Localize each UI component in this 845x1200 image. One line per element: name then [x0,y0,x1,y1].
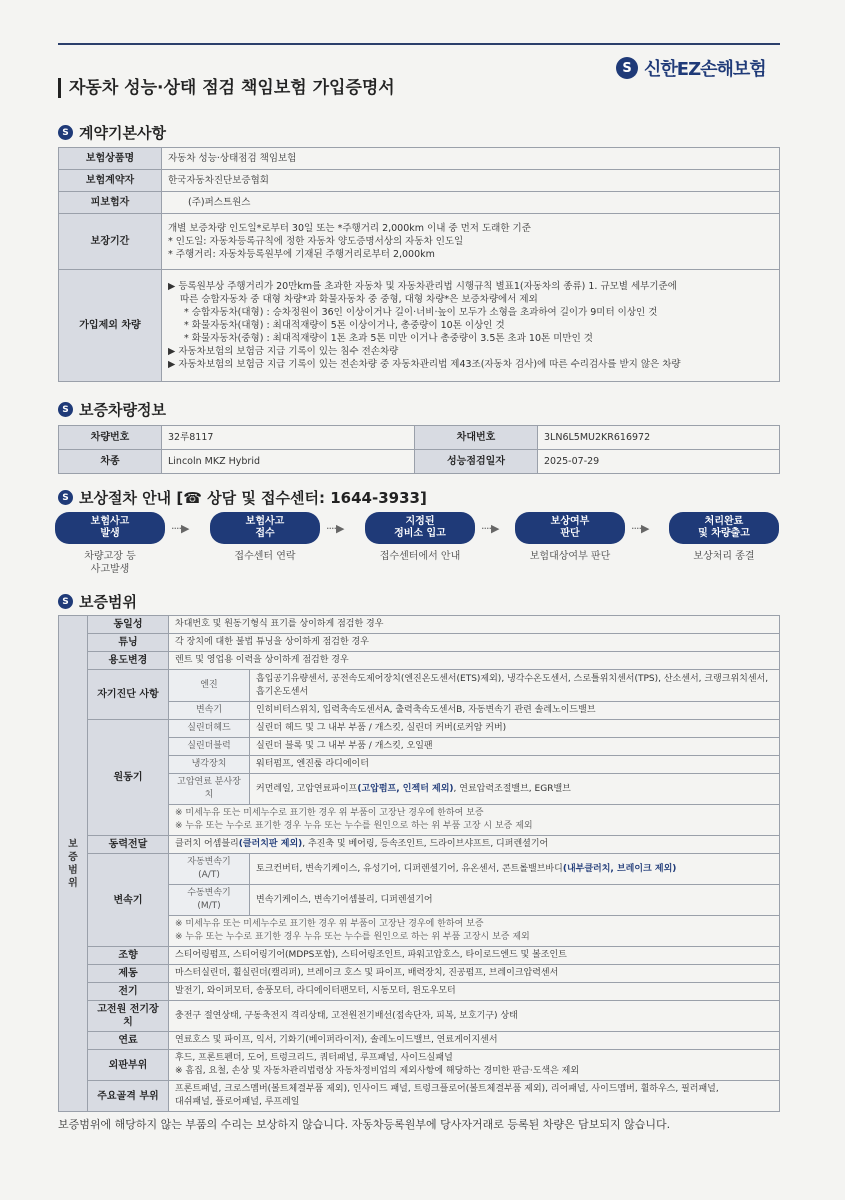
note-line: ※ 미세누유 또는 미세누수로 표기한 경우 위 부품이 고장난 경우에 한하여 보증 [175,808,484,818]
power-label: 동력전달 [88,836,169,854]
diag-trans-value: 인히비터스위치, 입력축속도센서A, 출력축속도센서B, 자동변속기 관련 솔레노이드밸브 [250,702,780,720]
period-line: * 주행거리: 자동차등록원부에 기재된 주행거리로부터 2,000km [168,249,435,260]
section-title: 보상절차 안내 [☎ 상담 및 접수센터: 1644-3933] [79,489,427,507]
period-label: 보장기간 [59,214,162,270]
date-label: 성능점검일자 [415,450,538,474]
scope-row-label: 용도변경 [88,652,169,670]
frame-value [169,1081,780,1112]
flow-caption-4: 보험대상여부 판단 [529,551,611,562]
manual-trans-sub: 수동변속기 (M/T) [169,885,250,916]
engine-sub: 실린더헤드 [169,720,250,738]
section-bullet-icon: S [58,125,73,140]
policyholder-label: 보험계약자 [59,170,162,192]
insured-value: (주)퍼스트원스 [162,192,780,214]
scope-row-value: 스티어링펌프, 스티어링기어(MDPS포함), 스티어링조인트, 파워고압호스, 타이로드엔드 및 볼조인트 [169,947,780,965]
scope-row-label: 튜닝 [88,634,169,652]
engine-sub: 실린더블럭 [169,738,250,756]
frame-line: 대쉬패널, 플로어패널, 루프레일 [175,1097,300,1107]
auto-exclusion: (내부클러치, 브레이크 제외) [562,863,677,874]
transmission-label: 변속기 [88,854,169,947]
section-title: 계약기본사항 [79,124,166,142]
engine-sub: 냉각장치 [169,756,250,774]
excluded-line: 따른 승합자동차 중 대형 차량*과 화물자동차 중 중형, 대형 차량*은 보증차량에서 제외 [180,294,538,305]
flow-step-1: 보험사고 발생 [55,512,165,544]
exterior-line: 후드, 프론트펜더, 도어, 트렁크리드, 쿼터패널, 루프패널, 사이드실패널 [175,1053,453,1063]
auto-trans-value [250,854,780,885]
scope-row-value: 발전기, 와이퍼모터, 송풍모터, 라디에이터팬모터, 시동모터, 윈도우모터 [169,983,780,1001]
flow-caption-2: 접수센터 연락 [234,551,296,562]
diag-trans-sub: 변속기 [169,702,250,720]
scope-row-label: 제동 [88,965,169,983]
section-bullet-icon: S [58,594,73,609]
date-value: 2025-07-29 [538,450,780,474]
flow-arrow-icon: ····▶ [631,522,649,535]
fuel-text: 커먼레일, 고압연료파이프 [256,783,358,794]
section-title: 보증범위 [79,593,137,611]
auto-trans-sub: 자동변속기 (A/T) [169,854,250,885]
excluded-value [162,270,780,382]
engine-note [169,805,780,836]
insured-label: 피보험자 [59,192,162,214]
page-title: 자동차 성능·상태 점검 책임보험 가입증명서 [58,78,395,98]
power-exclusion: (클러치판 제외) [238,839,303,849]
scope-table [58,615,780,1112]
scope-row-label: 고전원 전기장치 [88,1001,169,1032]
vehicle-table [58,425,780,474]
frame-label: 주요골격 부위 [88,1081,169,1112]
transmission-note [169,916,780,947]
flow-step-2: 보험사고 접수 [210,512,320,544]
power-text: , 추진축 및 베어링, 등속조인트, 드라이브샤프트, 디퍼렌셜기어 [302,839,549,849]
model-label: 차종 [59,450,162,474]
scope-row-value: 각 장치에 대한 불법 튜닝을 상이하게 점검한 경우 [169,634,780,652]
auto-text: 토크컨버터, 변속기케이스, 유성기어, 디퍼렌셜기어, 유온센서, 콘트롤밸브바디 [256,863,563,874]
flow-caption-5: 보상처리 종결 [693,551,755,562]
period-line: 개별 보증차량 인도일*로부터 30일 또는 *주행거리 2,000km 이내 중 먼저 도래한 기준 [168,223,531,234]
section-bullet-icon: S [58,490,73,505]
vin-label: 차대번호 [415,426,538,450]
scope-row-label: 전기 [88,983,169,1001]
footer-note: 보증범위에 해당하지 않는 부품의 수리는 보상하지 않습니다. 자동차등록원부에 당사자거래로 등록된 차량은 담보되지 않습니다. [58,1118,671,1131]
policyholder-value: 한국자동차진단보증협회 [162,170,780,192]
section-procedure [58,487,427,508]
manual-trans-value: 변속기케이스, 변속기어셈블리, 디퍼렌셜기어 [250,885,780,916]
plate-label: 차량번호 [59,426,162,450]
note-line: ※ 누유 또는 누수로 표기한 경우 누유 또는 누수를 원인으로 하는 위 부품 고장시 보증 제외 [175,932,530,942]
engine-value: 실린더 블록 및 그 내부 부품 / 개스킷, 오일팬 [250,738,780,756]
excluded-line: ▶ 자동차보험의 보험금 지급 기록이 있는 침수 전손차량 [168,346,399,357]
fuel-text: , 연료압력조절밸브, EGR밸브 [453,783,571,794]
period-line: * 인도일: 자동차등록규칙에 정한 자동차 양도증명서상의 자동차 인도일 [168,236,464,247]
flow-arrow-icon: ····▶ [481,522,499,535]
scope-row-label: 연료 [88,1032,169,1050]
flow-step-5: 처리완료 및 차량출고 [669,512,779,544]
exterior-line: ※ 흠집, 요철, 손상 및 자동차관리법령상 자동차정비업의 제외사항에 해당하는 경미한 판금·도색은 제외 [175,1066,580,1076]
scope-row-value: 렌트 및 영업용 이력을 상이하게 점검한 경우 [169,652,780,670]
engine-sub: 고압연료 분사장치 [169,774,250,805]
section-scope [58,591,137,612]
scope-row-value: 연료호스 및 파이프, 익서, 기화기(베이퍼라이저), 솔레노이드밸브, 연료게이지센서 [169,1032,780,1050]
excluded-line: ▶ 등록원부상 주행거리가 20만km를 초과한 자동차 및 자동차관리법 시행규칙 별표1(자동차의 종류) 1. 규모별 세부기준에 [168,281,677,292]
flow-arrow-icon: ····▶ [171,522,189,535]
engine-value [250,774,780,805]
insurer-name: 신한EZ손해보험 [644,59,766,80]
fuel-exclusion: (고압펌프, 인젝터 제외) [357,783,454,794]
product-label: 보험상품명 [59,148,162,170]
section-vehicle [58,399,166,420]
flow-arrow-icon: ····▶ [326,522,344,535]
flow-step-3: 지정된 정비소 입고 [365,512,475,544]
engine-label: 원동기 [88,720,169,836]
contract-table [58,147,780,382]
top-rule [58,43,780,45]
flow-step-4: 보상여부 판단 [515,512,625,544]
claim-flow [55,512,785,582]
section-bullet-icon: S [58,402,73,417]
scope-row-value: 충전구 절연상태, 구동축전지 격리상태, 고전원전기배선(접속단자, 피복, 보호기구) 상태 [169,1001,780,1032]
scope-row-value: 차대번호 및 원동기형식 표기를 상이하게 점검한 경우 [169,616,780,634]
power-text: 클러치 어셈블리 [175,839,239,849]
power-value [169,836,780,854]
logo-mark-icon: S [616,57,638,79]
plate-value: 32루8117 [162,426,415,450]
flow-caption-3: 접수센터에서 안내 [379,551,461,562]
scope-side-label: 보증범위 [59,616,88,1112]
section-title: 보증차량정보 [79,401,166,419]
scope-row-label: 동일성 [88,616,169,634]
scope-row-value: 마스터실린더, 휠실린더(캘리퍼), 브레이크 호스 및 파이프, 배력장치, 진공펌프, 브레이크압력센서 [169,965,780,983]
excluded-line: * 화물자동차(중형) : 최대적재량이 1톤 초과 5톤 미만 이거나 총중량이 3.5톤 초과 10톤 미만인 것 [184,333,593,344]
excluded-line: * 화물자동차(대형) : 최대적재량이 5톤 이상이거나, 총중량이 10톤 이상인 것 [184,320,505,331]
note-line: ※ 누유 또는 누수로 표기한 경우 누유 또는 누수를 원인으로 하는 위 부품 고장 시 보증 제외 [175,821,533,831]
flow-caption-1: 차량고장 등 사고발생 [84,551,136,575]
exterior-value [169,1050,780,1081]
period-value [162,214,780,270]
product-value: 자동차 성능·상태점검 책임보험 [162,148,780,170]
vin-value: 3LN6L5MU2KR616972 [538,426,780,450]
excluded-line: ▶ 자동차보험의 보험금 지급 기록이 있는 전손차량 중 자동차관리법 제43조(자동차 검사)에 따른 수리검사를 받지 않은 차량 [168,359,681,370]
note-line: ※ 미세누유 또는 미세누수로 표기한 경우 위 부품이 고장난 경우에 한하여 보증 [175,919,484,929]
engine-value: 실린더 헤드 및 그 내부 부품 / 개스킷, 실린더 커버(로커암 커버) [250,720,780,738]
engine-value: 워터펌프, 엔진룸 라디에이터 [250,756,780,774]
model-value: Lincoln MKZ Hybrid [162,450,415,474]
exterior-label: 외판부위 [88,1050,169,1081]
diag-engine-value: 흡입공기유량센서, 공전속도제어장치(엔진온도센서(ETS)제외), 냉각수온도센서, 스로틀위치센서(TPS), 산소센서, 크랭크위치센서, 흡기온도센서 [250,670,780,702]
diag-engine-sub: 엔진 [169,670,250,702]
scope-row-label: 조향 [88,947,169,965]
frame-line: 프론트패널, 크로스멤버(볼트체결부품 제외), 인사이드 패널, 트렁크플로어(볼트체결부품 제외), 리어패널, 사이드멤버, 휠하우스, 필러패널, [175,1084,719,1094]
excluded-label: 가입제외 차량 [59,270,162,382]
diag-label: 자기진단 사항 [88,670,169,720]
insurer-logo [616,55,766,81]
section-contract [58,122,166,143]
excluded-line: * 승합자동차(대형) : 승차정원이 36인 이상이거나 길이·너비·높이 모두가 소형을 초과하여 길이가 9미터 이상인 것 [184,307,658,318]
